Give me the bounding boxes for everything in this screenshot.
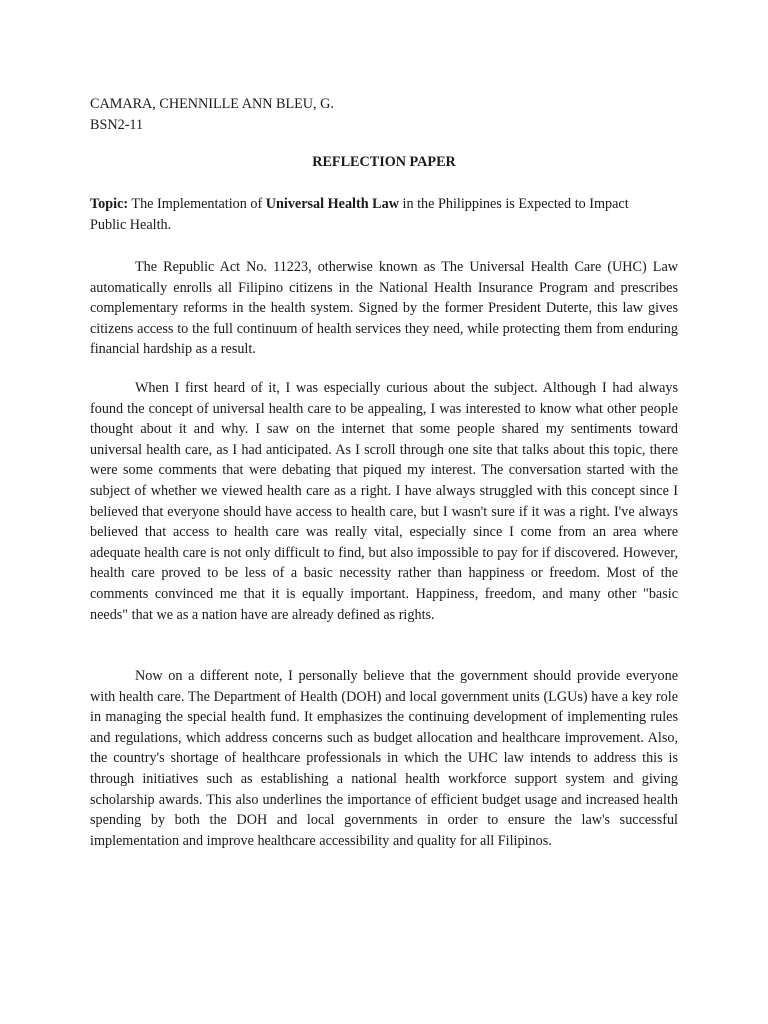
author-block (90, 94, 334, 136)
author-name: CAMARA, CHENNILLE ANN BLEU, G. (90, 96, 334, 112)
topic-bold-phrase: Universal Health Law (265, 196, 399, 212)
paper-title: REFLECTION PAPER (312, 154, 456, 170)
topic-text-before: The Implementation of (128, 196, 266, 212)
paragraph-1: The Republic Act No. 11223, otherwise known as The Universal Health Care (UHC) Law automatically enrolls all Filipino citizens in the National Health Insurance Program and prescribes complementary reforms in the health system. Signed by the former President Duterte, this law gives citizens access to the full continuum of health services they need, while protecting them from enduring financial hardship as a result. (90, 259, 678, 358)
topic-line (90, 194, 650, 236)
topic-text-after: in the Philippines is Expected to Impact Public Health. (90, 196, 629, 233)
paragraph-3: Now on a different note, I personally believe that the government should provide everyone with health care. The Department of Health (DOH) and local government units (LGUs) have a key role in managing the special health fund. It emphasizes the continuing development of implementing rules and regulations, which address concerns such as budget allocation and healthcare improvement. Also, the country's shortage of healthcare professionals in which the UHC law intends to address this is through initiatives such as establishing a national health workforce support system and giving scholarship awards. This also underlines the importance of efficient budget usage and increased health spending by both the DOH and local governments in order to ensure the law's successful implementation and improve healthcare accessibility and quality for all Filipinos. (90, 668, 678, 849)
topic-label: Topic: (90, 196, 129, 212)
author-section: BSN2-11 (90, 117, 144, 133)
paragraph-2: When I first heard of it, I was especially curious about the subject. Although I had always found the concept of universal health care to be appealing, I was interested to know what other people thought about it and why. I saw on the internet that some people shared my sentiments toward universal health care, as I had anticipated. As I scroll through one site that talks about this topic, there were some comments that were debating that piqued my interest. The conversation started with the subject of whether we viewed health care as a right. I have always struggled with this concept since I believed that everyone should have access to health care, but I wasn't sure if it was a right. I've always believed that access to health care was really vital, especially since I come from an area where adequate health care is not only difficult to find, but also impossible to pay for if discovered. However, health care proved to be less of a basic necessity rather than happiness or freedom. Most of the comments convinced me that it is equally important. Happiness, freedom, and many other "basic needs" that we as a nation have are already defined as rights. (90, 380, 678, 623)
